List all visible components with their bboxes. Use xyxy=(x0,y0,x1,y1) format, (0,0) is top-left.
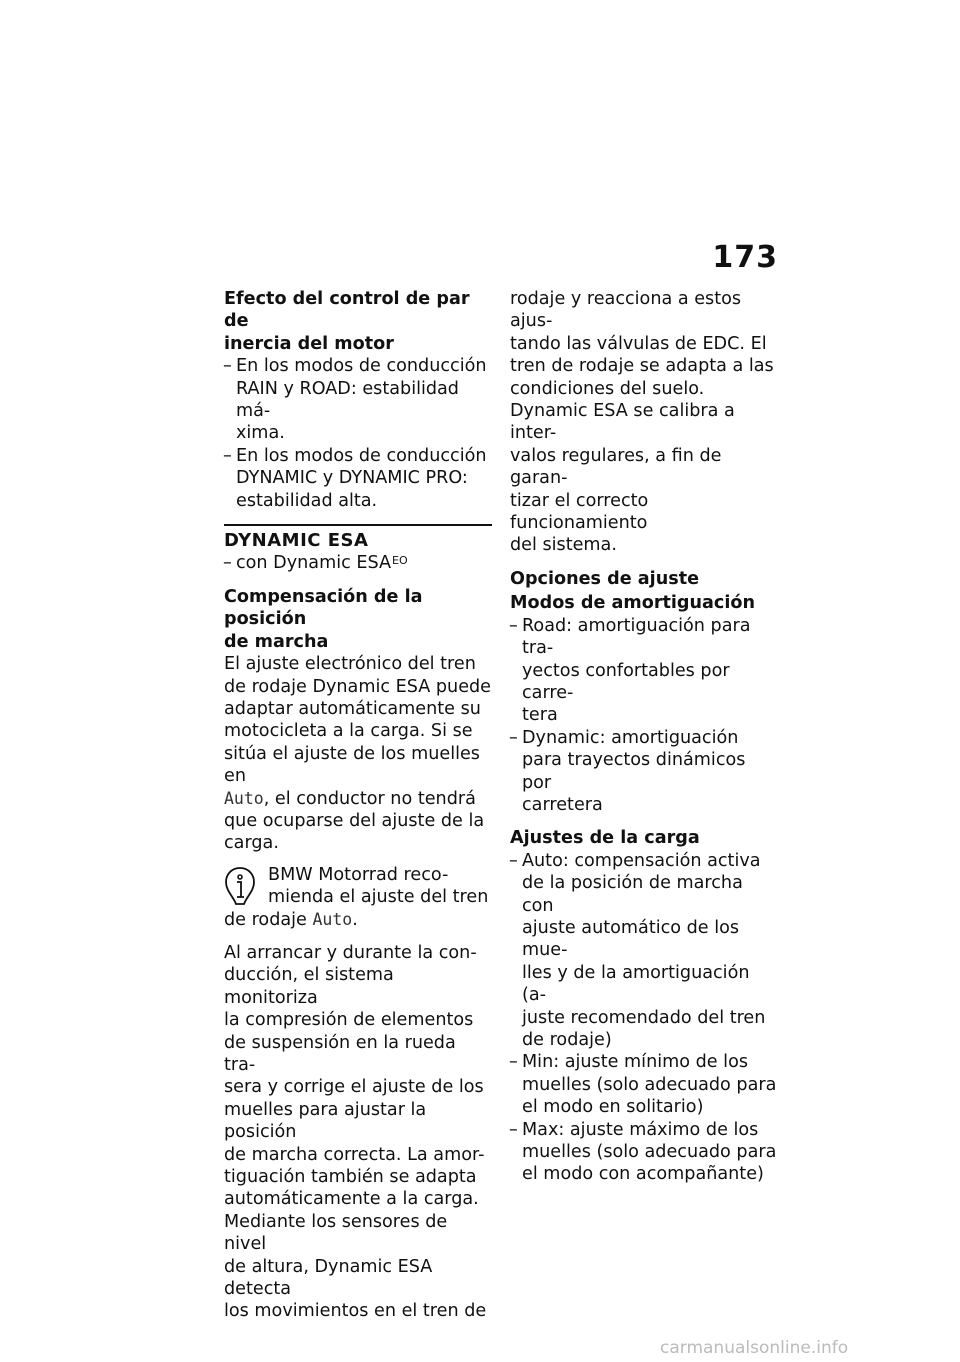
list-item-line: muelles (solo adecuado para xyxy=(522,1074,777,1095)
comp-title xyxy=(224,586,492,653)
text-line: la compresión de elementos xyxy=(224,1010,474,1031)
list-item-line: En los modos de conducción xyxy=(236,445,487,466)
list-item xyxy=(510,1051,778,1118)
list-item-line: muelles (solo adecuado para xyxy=(522,1142,777,1163)
list-item-line: para trayectos dinámicos por xyxy=(522,750,746,793)
watermark: carmanualsonline.info xyxy=(660,1338,849,1358)
text-line: Mediante los sensores de nivel xyxy=(224,1211,448,1255)
text-line: muelles para ajustar la posición xyxy=(224,1099,427,1143)
right-column xyxy=(510,288,778,1186)
text-line: condiciones del suelo. xyxy=(510,378,705,399)
text-line: rodaje y reacciona a estos ajus- xyxy=(510,289,742,332)
note-text xyxy=(224,864,492,931)
text-line: mienda el ajuste del tren xyxy=(268,887,489,908)
list-item-line: DYNAMIC y DYNAMIC PRO: xyxy=(236,468,468,489)
ajustes-title: Ajustes de la carga xyxy=(510,828,700,849)
text-line: sera y corrige el ajuste de los xyxy=(224,1077,484,1098)
con-line: con Dynamic ESA xyxy=(236,553,392,574)
list-item-line: En los modos de conducción xyxy=(236,356,487,377)
list-item-line: tera xyxy=(522,705,558,726)
text-line: BMW Motorrad reco- xyxy=(268,864,449,885)
list-item xyxy=(224,552,492,574)
opciones-title: Opciones de ajuste xyxy=(510,568,700,589)
auto-code: Auto xyxy=(312,909,353,929)
list-item xyxy=(224,355,492,445)
list-item-line: el modo con acompañante) xyxy=(522,1164,764,1185)
text-line: . xyxy=(352,909,358,930)
auto-code: Auto xyxy=(224,788,264,808)
list-item-line: yectos confortables por carre- xyxy=(522,660,730,703)
list-item-line: de rodaje) xyxy=(522,1030,612,1050)
con-list xyxy=(224,552,492,574)
list-item-line: ajuste automático de los mue- xyxy=(522,917,740,961)
efecto-title-line-2: inercia del motor xyxy=(224,333,394,354)
text-line: , el conductor no tendrá xyxy=(263,788,476,809)
section-divider xyxy=(224,524,492,552)
efecto-title-line-1: Efecto del control de par de xyxy=(224,289,470,332)
list-item-line: estabilidad alta. xyxy=(236,490,378,511)
eo-superscript: EO xyxy=(392,554,408,568)
list-item-line: Dynamic: amortiguación xyxy=(522,727,739,748)
list-item-line: juste recomendado del tren xyxy=(522,1007,766,1028)
list-item-line: de la posición de marcha con xyxy=(522,873,743,916)
text-line: motocicleta a la carga. Si se xyxy=(224,721,473,742)
efecto-list xyxy=(224,355,492,512)
modos-title: Modos de amortiguación xyxy=(510,593,755,614)
text-line: Dynamic ESA se calibra a inter- xyxy=(510,401,735,444)
list-item-line: Max: ajuste máximo de los xyxy=(522,1119,759,1140)
text-line: del sistema. xyxy=(510,535,617,556)
ajustes-list xyxy=(510,850,778,1186)
text-line: de marcha correcta. La amor- xyxy=(224,1144,485,1165)
text-line: carga. xyxy=(224,833,279,854)
text-line: Al arrancar y durante la con- xyxy=(224,942,477,963)
text-line: sitúa el ajuste de los muelles en xyxy=(224,743,480,787)
list-item xyxy=(510,727,778,817)
list-item-line: Auto: compensación activa xyxy=(522,850,761,871)
list-item xyxy=(224,445,492,512)
list-item-line: RAIN y ROAD: estabilidad má- xyxy=(236,378,459,422)
text-line: los movimientos en el tren de xyxy=(224,1301,487,1322)
modos-list xyxy=(510,615,778,817)
list-item xyxy=(510,1119,778,1186)
list-item-line: xima. xyxy=(236,423,285,444)
list-item-line: Road: amortiguación para tra- xyxy=(522,615,751,659)
info-icon xyxy=(224,866,256,906)
efecto-title xyxy=(224,288,492,355)
arranque-paragraph xyxy=(224,942,492,1323)
list-item xyxy=(510,615,778,727)
text-line: tizar el correcto funcionamiento xyxy=(510,490,649,534)
text-line: de rodaje Dynamic ESA puede xyxy=(224,676,492,697)
comp-title-line-2: de marcha xyxy=(224,631,329,652)
list-item-line: lles y de la amortiguación (a- xyxy=(522,962,750,1006)
section-title: DYNAMIC ESA xyxy=(224,530,369,552)
text-line: valos regulares, a fin de garan- xyxy=(510,445,722,489)
text-line: El ajuste electrónico del tren xyxy=(224,654,476,675)
text-line: de altura, Dynamic ESA detecta xyxy=(224,1256,433,1300)
list-item-line: carretera xyxy=(522,794,603,815)
text-line: tando las válvulas de EDC. El xyxy=(510,333,767,354)
text-line: tiguación también se adapta xyxy=(224,1167,477,1188)
text-line: ducción, el sistema monitoriza xyxy=(224,965,394,1008)
text-line: automáticamente a la carga. xyxy=(224,1189,479,1210)
text-line: de suspensión en la rueda tra- xyxy=(224,1032,456,1075)
list-item-line: Min: ajuste mínimo de los xyxy=(522,1052,749,1073)
text-line: que ocuparse del ajuste de la xyxy=(224,810,485,831)
text-line: adaptar automáticamente su xyxy=(224,698,481,719)
list-item xyxy=(510,850,778,1052)
comp-title-line-1: Compensación de la posición xyxy=(224,586,423,630)
info-note xyxy=(224,864,492,931)
left-column xyxy=(224,288,492,1323)
page-number: 173 xyxy=(712,240,778,275)
text-line: tren de rodaje se adapta a las xyxy=(510,356,774,377)
list-item-line: el modo en solitario) xyxy=(522,1097,704,1118)
comp-paragraph xyxy=(224,653,492,855)
continued-paragraph xyxy=(510,288,778,557)
text-line: de rodaje xyxy=(224,909,313,930)
